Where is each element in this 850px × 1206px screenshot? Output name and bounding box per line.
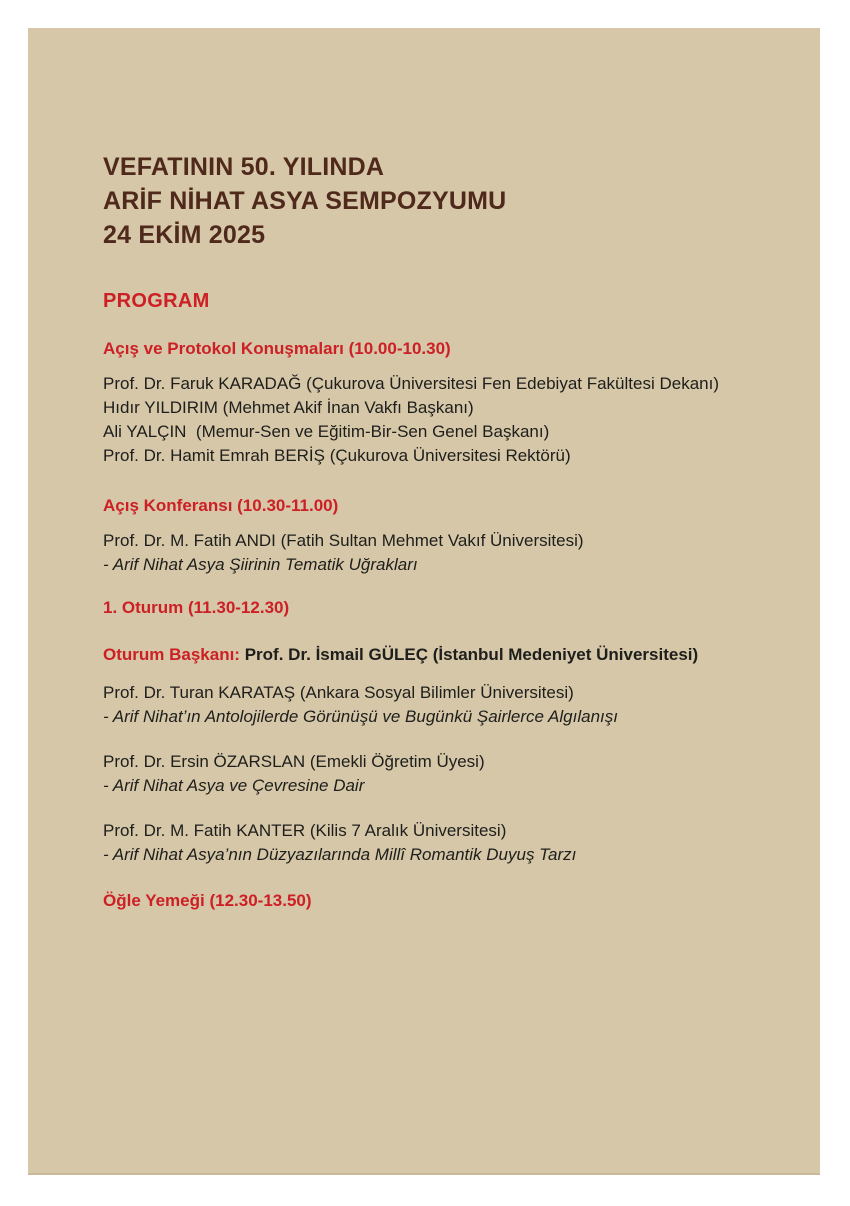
program-card bbox=[28, 28, 820, 1175]
speaker-line: Prof. Dr. Faruk KARADAĞ (Çukurova Üniversitesi Fen Edebiyat Fakültesi Dekanı) bbox=[103, 374, 719, 393]
section-heading: Açış ve Protokol Konuşmaları (10.00-10.30) bbox=[103, 339, 451, 358]
speaker-line: Hıdır YILDIRIM (Mehmet Akif İnan Vakfı Başkanı) bbox=[103, 398, 474, 417]
section-heading: Öğle Yemeği (12.30-13.50) bbox=[103, 891, 312, 910]
presentation-entry bbox=[103, 529, 765, 577]
title-line-1: VEFATININ 50. YILINDA bbox=[103, 153, 385, 181]
title-line-3: 24 EKİM 2025 bbox=[103, 221, 266, 249]
topic-line: - Arif Nihat Asya Şiirinin Tematik Uğrakları bbox=[103, 555, 418, 574]
page-title bbox=[103, 150, 765, 252]
speaker-line: Prof. Dr. Hamit Emrah BERİŞ (Çukurova Üniversitesi Rektörü) bbox=[103, 446, 571, 465]
section-heading: Açış Konferansı (10.30-11.00) bbox=[103, 496, 339, 515]
chair-label: Oturum Başkanı: bbox=[103, 645, 240, 664]
program-heading: PROGRAM bbox=[103, 290, 210, 312]
presentation-entry bbox=[103, 750, 765, 798]
speaker-line: Ali YALÇIN (Memur-Sen ve Eğitim-Bir-Sen Genel Başkanı) bbox=[103, 422, 550, 441]
topic-line: - Arif Nihat Asya’nın Düzyazılarında Millî Romantik Duyuş Tarzı bbox=[103, 845, 577, 864]
speaker-line: Prof. Dr. M. Fatih ANDI (Fatih Sultan Mehmet Vakıf Üniversitesi) bbox=[103, 531, 584, 550]
section-heading: 1. Oturum (11.30-12.30) bbox=[103, 598, 290, 617]
speaker-line: Prof. Dr. Turan KARATAŞ (Ankara Sosyal Bilimler Üniversitesi) bbox=[103, 683, 574, 702]
speaker-line: Prof. Dr. M. Fatih KANTER (Kilis 7 Aralık Üniversitesi) bbox=[103, 821, 507, 840]
presentation-entry bbox=[103, 819, 765, 867]
topic-line: - Arif Nihat’ın Antolojilerde Görünüşü ve Bugünkü Şairlerce Algılanışı bbox=[103, 707, 618, 726]
section-opening-speeches bbox=[103, 337, 765, 468]
session-chair bbox=[103, 643, 765, 667]
section-lunch bbox=[103, 889, 765, 912]
section-opening-conference bbox=[103, 494, 765, 577]
title-line-2: ARİF NİHAT ASYA SEMPOZYUMU bbox=[103, 187, 507, 215]
chair-name: Prof. Dr. İsmail GÜLEÇ (İstanbul Medeniyet Üniversitesi) bbox=[244, 645, 699, 664]
topic-line: - Arif Nihat Asya ve Çevresine Dair bbox=[103, 776, 365, 795]
speaker-list bbox=[103, 372, 765, 468]
speaker-line: Prof. Dr. Ersin ÖZARSLAN (Emekli Öğretim Üyesi) bbox=[103, 752, 485, 771]
presentation-entry bbox=[103, 681, 765, 729]
section-first-session bbox=[103, 596, 765, 867]
